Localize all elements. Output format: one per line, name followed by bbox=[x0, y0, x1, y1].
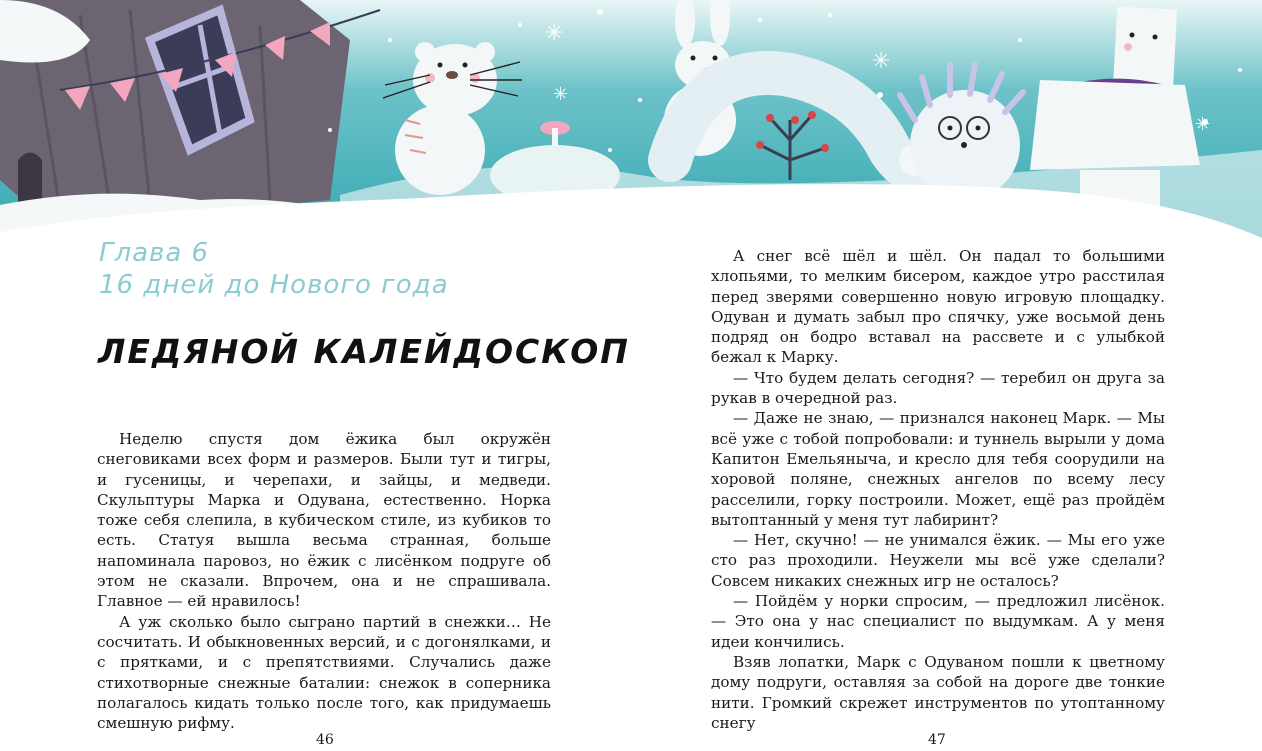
svg-text:✳: ✳ bbox=[545, 21, 564, 46]
chapter-label: Глава 6 bbox=[99, 238, 210, 268]
page-number-right: 47 bbox=[928, 732, 946, 748]
paragraph: — Даже не знаю, — признался наконец Марк. — Мы всё уже с тобой попробовали: и туннель вырыли у дома Капитон Емельяныча, и кресло для тебя соорудили на хоровой поляне, снежных ангелов по всему лесу расселили, горку построили. Может, ещё раз пройдём вытоптанный у меня тут лабиринт? bbox=[711, 409, 1165, 529]
chapter-title: ЛЕДЯНОЙ КАЛЕЙДОСКОП bbox=[98, 332, 630, 371]
paragraph: — Что будем делать сегодня? — теребил он друга за рукав в очередной раз. bbox=[711, 368, 1165, 408]
winter-illustration bbox=[0, 0, 1262, 260]
chapter-subtitle: 16 дней до Нового года bbox=[99, 270, 449, 300]
svg-text:✳: ✳ bbox=[553, 84, 569, 105]
paragraph: Взяв лопатки, Марк с Одуваном пошли к цветному дому подруги, оставляя за собой на дороге две тонкие нити. Громкий скрежет инструментов по утоптанному снегу bbox=[711, 652, 1165, 732]
paragraph: — Нет, скучно! — не унимался ёжик. — Мы его уже сто раз проходили. Неужели мы всё уже сделали? Совсем никаких снежных игр не осталось? bbox=[711, 531, 1165, 590]
paragraph: А уж сколько было сыграно партий в снежки… Не сосчитать. И обыкновенных версий, и с догонялками, и с прятками, и с препятствиями. Случались даже стихотворные снежные баталии: снежок в соперника полагалось кидать только после того, как придумаешь смешную рифму. bbox=[97, 612, 551, 733]
left-page-text bbox=[97, 429, 551, 733]
paragraph: — Пойдём у норки спросим, — предложил лисёнок. — Это она у нас специалист по выдумкам. А у меня идеи кончились. bbox=[711, 592, 1165, 651]
right-page-text bbox=[711, 246, 1165, 733]
page-number-left: 46 bbox=[316, 732, 334, 748]
paragraph: А снег всё шёл и шёл. Он падал то большими хлопьями, то мелким бисером, каждое утро расстилая перед зверями совершенно новую игровую площадку. Одуван и думать забыл про спячку, уже восьмой день подряд он бодро вставал на рассвете и с улыбкой бежал к Марку. bbox=[711, 247, 1165, 367]
paragraph: Неделю спустя дом ёжика был окружён снеговиками всех форм и размеров. Были тут и тигры, и гусеницы, и черепахи, и зайцы, и медведи. Скульптуры Марка и Одувана, естественно. Норка тоже себя слепила, в кубическом стиле, из кубиков то есть. Статуя вышла весьма странная, больше напоминала паровоз, но ёжик с лисёнком подруге об этом не сказали. Впрочем, она и не спрашивала. Главное — ей нравилось! bbox=[97, 430, 551, 611]
svg-text:✳: ✳ bbox=[1195, 114, 1211, 135]
svg-text:✳: ✳ bbox=[872, 49, 891, 74]
